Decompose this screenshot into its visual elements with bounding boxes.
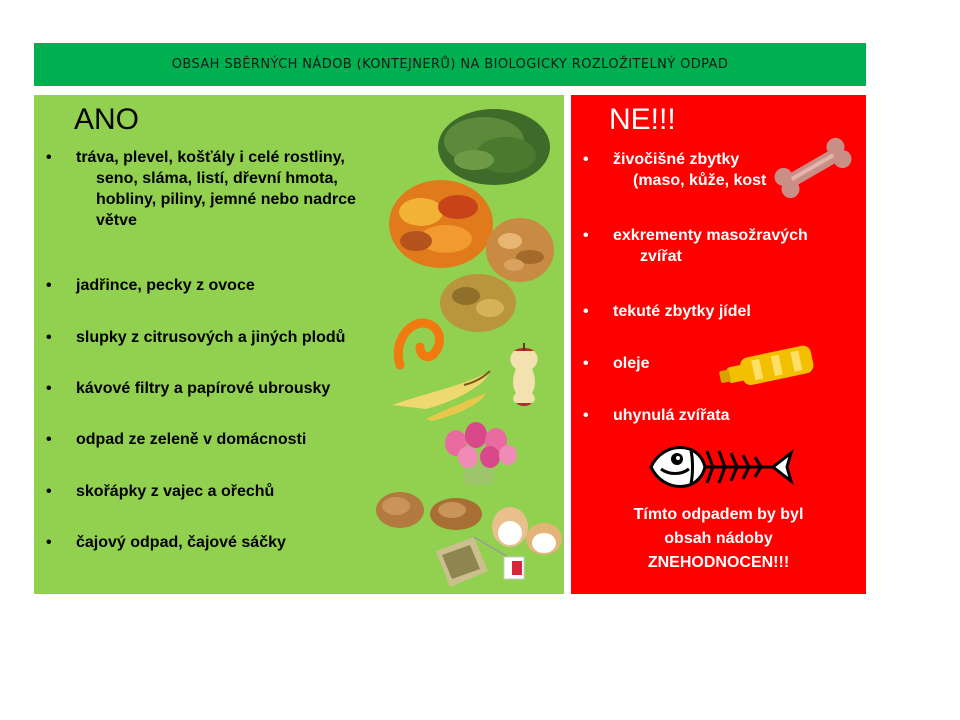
bullet-icon: • <box>46 534 52 551</box>
list-item-text: větve <box>96 212 137 229</box>
yes-panel <box>34 95 564 594</box>
bullet-icon: • <box>583 151 589 168</box>
dried-peels-icon <box>438 272 518 334</box>
list-item <box>46 327 345 348</box>
list-item-text: exkrementy masožravých <box>613 227 808 244</box>
list-item-text: hobliny, piliny, jemné nebo nadrce <box>96 191 356 208</box>
no-heading: NE!!! <box>609 103 676 136</box>
bullet-icon: • <box>46 483 52 500</box>
bullet-icon: • <box>583 407 589 424</box>
list-item <box>583 405 729 426</box>
list-item-text: jadřince, pecky z ovoce <box>76 277 255 294</box>
list-item-text: (maso, kůže, kost <box>633 172 767 189</box>
list-item-text: kávové filtry a papírové ubrousky <box>76 380 331 397</box>
list-item-text: tráva, plevel, košťály i celé rostliny, <box>76 149 345 166</box>
list-item-text: oleje <box>613 355 650 372</box>
list-item <box>46 275 255 296</box>
bullet-icon: • <box>583 227 589 244</box>
list-item-text: uhynulá zvířata <box>613 407 730 424</box>
list-item-text: skořápky z vajec a ořechů <box>76 483 275 500</box>
walnuts-icon <box>374 490 494 532</box>
list-item <box>583 301 751 322</box>
warning-line: Tímto odpadem by byl <box>633 506 804 523</box>
list-item <box>46 147 356 231</box>
bullet-icon: • <box>46 329 52 346</box>
list-item-text: slupky z citrusových a jiných plodů <box>76 329 346 346</box>
bullet-icon: • <box>46 431 52 448</box>
list-item-text: tekuté zbytky jídel <box>613 303 751 320</box>
tea-bag-icon <box>428 531 538 593</box>
list-item <box>46 532 286 553</box>
list-item <box>46 481 274 502</box>
page-title: OBSAH SBĚRNÝCH NÁDOB (KONTEJNERŮ) NA BIOLOGICKY ROZLOŽITELNÝ ODPAD <box>171 57 729 72</box>
list-item <box>46 378 330 399</box>
list-item-text: zvířat <box>640 248 682 265</box>
bullet-icon: • <box>583 303 589 320</box>
no-panel <box>571 95 866 594</box>
bullet-icon: • <box>46 380 52 397</box>
list-item-text: živočišné zbytky <box>613 151 740 168</box>
fish-skeleton-icon <box>647 437 797 499</box>
list-item <box>583 149 766 191</box>
header-banner <box>34 43 866 86</box>
oil-bottle-icon <box>719 343 819 391</box>
banana-peel-icon <box>386 365 496 423</box>
warning-message <box>571 503 866 575</box>
yes-heading: ANO <box>74 103 140 136</box>
tulip-bouquet-icon <box>434 417 524 489</box>
list-item <box>46 429 306 450</box>
warning-line: obsah nádoby <box>664 530 773 547</box>
autumn-leaves-icon <box>386 177 496 272</box>
warning-line: ZNEHODNOCEN!!! <box>647 554 790 571</box>
list-item <box>583 225 808 267</box>
apple-core-icon <box>504 343 544 408</box>
list-item-text: odpad ze zeleně v domácnosti <box>76 431 307 448</box>
bullet-icon: • <box>583 355 589 372</box>
list-item-text: seno, sláma, listí, dřevní hmota, <box>96 170 338 187</box>
bullet-icon: • <box>46 277 52 294</box>
list-item <box>583 353 649 374</box>
bullet-icon: • <box>46 149 52 166</box>
list-item-text: čajový odpad, čajové sáčky <box>76 534 286 551</box>
bone-icon <box>767 131 859 205</box>
